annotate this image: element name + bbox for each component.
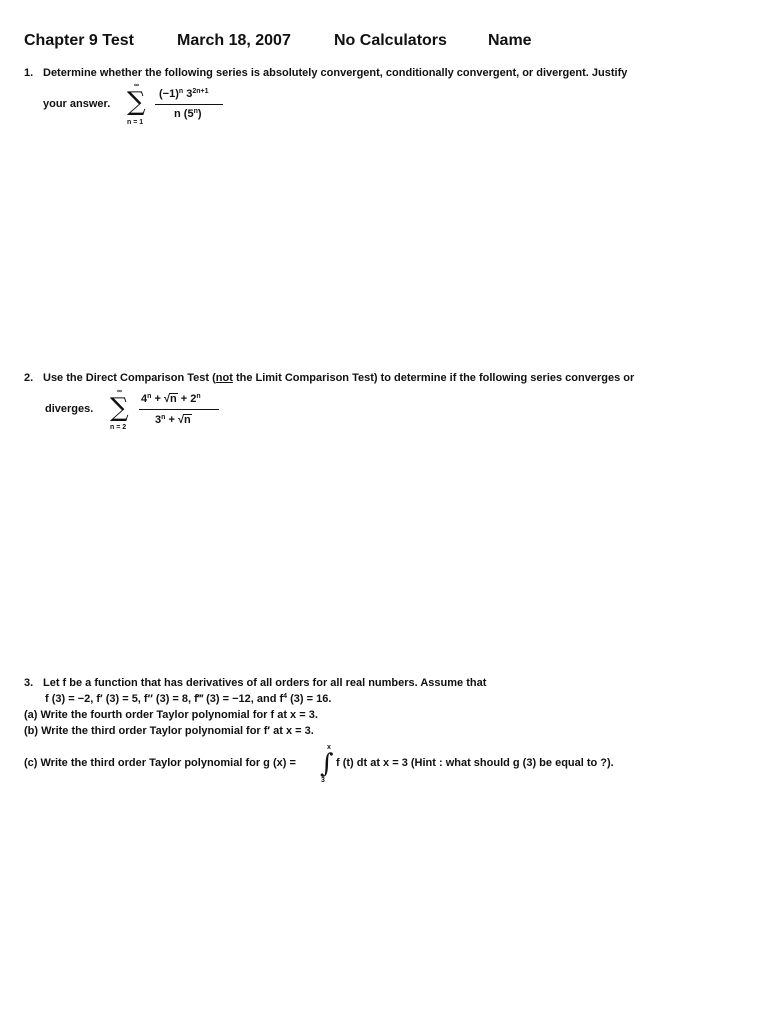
calculator-policy: No Calculators — [334, 32, 447, 49]
q2-denominator: $3^n + √n$ — [155, 414, 191, 426]
q2-prompt: Use the Direct Comparison Test (not the Limit Comparison Test) to determine if the following series converges or — [43, 372, 635, 384]
q3-part-b: (b) Write the third order Taylor polynomial for f′ at x = 3. — [24, 725, 314, 737]
q2-sum-lower: n = 2 — [110, 424, 127, 431]
q1-sum-lower: n = 1 — [127, 119, 144, 126]
q3-integral-upper: x — [327, 744, 331, 751]
q3-part-c-integrand: f (t) dt at x = 3 (Hint : what should g (3) be equal to ?). — [336, 757, 614, 769]
q3-number: 3. — [24, 677, 34, 689]
q3-given-values: f (3) = −2, f′ (3) = 5, f″ (3) = 8, f‴ (3) = −12, and $f^4$ (3) = 16. — [45, 693, 332, 705]
test-title: Chapter 9 Test — [24, 32, 134, 49]
q2-sigma-icon: ∑ — [110, 393, 129, 423]
q3-part-a: (a) Write the fourth order Taylor polynomial for f at x = 3. — [24, 709, 318, 721]
q1-sum-upper: ∞ — [134, 82, 139, 89]
q2-sum-upper: ∞ — [117, 388, 122, 395]
name-label: Name — [488, 32, 532, 49]
q3-integral-lower: 3 — [321, 777, 325, 784]
q3-intro: Let f be a function that has derivatives of all orders for all real numbers. Assume that — [43, 677, 487, 689]
q1-denominator: n (5$^n$) — [174, 108, 202, 120]
q1-number: 1. — [24, 67, 34, 79]
q1-prompt-cont: your answer. — [43, 98, 111, 110]
q3-integral-icon: ∫ — [320, 749, 334, 779]
q2-fraction-bar — [139, 409, 219, 410]
q1-fraction-bar — [155, 104, 223, 105]
test-date: March 18, 2007 — [177, 32, 291, 49]
q2-prompt-cont: diverges. — [45, 403, 94, 415]
q2-number: 2. — [24, 372, 34, 384]
q1-numerator: $(-1)^n$ $3^{2n+1}$ — [159, 88, 209, 100]
q2-numerator: $4^n + √n + 2^n$ — [141, 393, 201, 405]
q3-part-c: (c) Write the third order Taylor polynomial for g (x) = — [24, 757, 296, 769]
q1-prompt: Determine whether the following series is absolutely convergent, conditionally convergent, or divergent. Justify — [43, 67, 628, 79]
q1-sigma-icon: ∑ — [127, 87, 146, 117]
